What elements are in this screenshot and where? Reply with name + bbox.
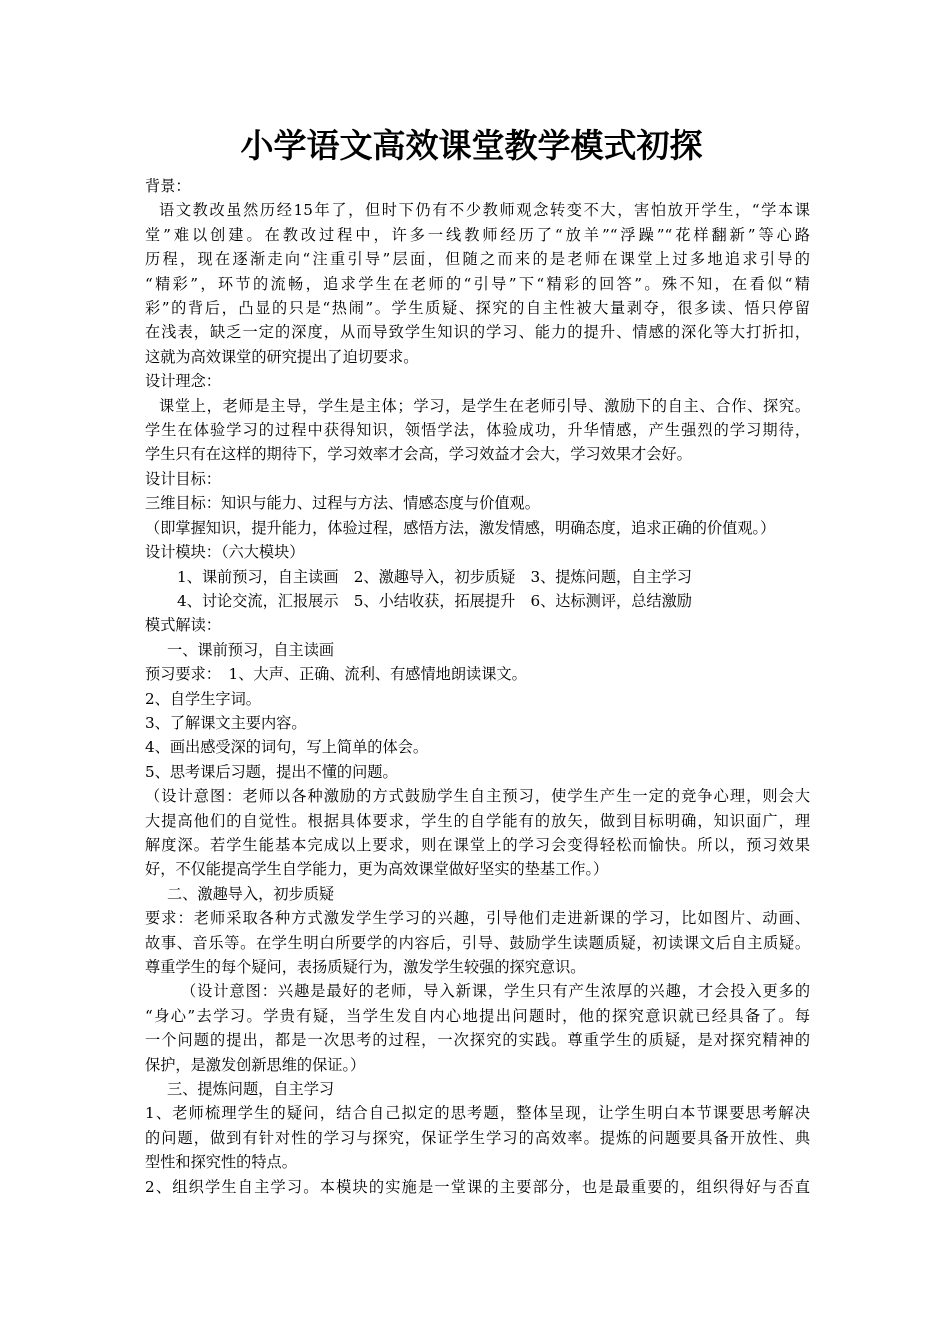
text-line: 模式解读： [145,616,221,635]
text-line: 要求：老师采取各种方式激发学生学习的兴趣，引导他们走进新课的学习，比如图片、动画、 [145,909,810,928]
document-body [145,174,810,1199]
text-line: 故事、音乐等。在学生明白所要学的内容后，引导、鼓励学生读题质疑，初读课文后自主质疑。 [145,933,810,952]
text-line: 课堂上，老师是主导，学生是主体；学习，是学生在老师引导、激励下的自主、合作、探究。 [159,396,810,415]
text-line: 二、激趣导入，初步质疑 [167,884,335,903]
text-line: 1、课前预习，自主读画 2、激趣导入，初步质疑 3、提炼问题，自主学习 [177,567,692,586]
text-line: 3、了解课文主要内容。 [145,713,307,732]
text-line: 三、提炼问题，自主学习 [167,1080,335,1099]
text-line: 尊重学生的每个疑问，表扬质疑行为，激发学生较强的探究意识。 [145,958,586,976]
text-line: 的问题，做到有针对性的学习与探究，保证学生学习的高效率。提炼的问题要具备开放性、典 [145,1128,810,1147]
document-title: 小学语文高效课堂教学模式初探 [240,126,703,165]
text-line: 这就为高效课堂的研究提出了迫切要求。 [145,347,419,366]
text-line: 语文教改虽然历经15年了，但时下仍有不少教师观念转变不大，害怕放开学生，“学本课 [159,201,810,220]
text-line: 一个问题的提出，都是一次思考的过程，一次探究的实践。尊重学生的质疑，是对探究精神的 [145,1031,810,1050]
text-line: 型性和探究性的特点。 [145,1153,297,1172]
text-line: （设计意图：兴趣是最好的老师，导入新课，学生只有产生浓厚的兴趣，才会投入更多的 [181,982,810,1001]
text-line: “身心”去学习。学贵有疑，当学生发自内心地提出问题时，他的探究意识就已经具备了。每 [145,1006,810,1025]
text-line: 4、画出感受深的词句，写上简单的体会。 [145,738,429,757]
text-line: 堂”难以创建。在教改过程中，许多一线教师经历了“放羊”“浮躁”“花样翻新”等心路 [145,225,810,244]
text-line: 大提高他们的自觉性。根据具体要求，学生的自学能有的放矢，做到目标明确，知识面广，理 [145,811,810,830]
text-line: 2、自学生字词。 [145,689,261,708]
text-line: 在浅表，缺乏一定的深度，从而导致学生知识的学习、能力的提升、情感的深化等大打折扣， [145,323,810,342]
text-line: 设计模块：（六大模块） [145,543,305,562]
text-line: 保护，是激发创新思维的保证。） [145,1055,366,1074]
text-line: 背景： [145,177,191,195]
text-line: 好，不仅能提高学生自学能力，更为高效课堂做好坚实的垫基工作。） [145,860,609,879]
text-line: 设计目标： [145,469,221,488]
document-page [145,120,810,1199]
text-line: 预习要求： 1、大声、正确、流利、有感情地朗读课文。 [145,665,527,684]
text-line: 设计理念： [145,372,221,391]
text-line: 解度深。若学生能基本完成以上要求，则在课堂上的学习会变得轻松而愉快。所以，预习效果 [145,835,810,854]
text-line: 历程，现在逐渐走向“注重引导”层面，但随之而来的是老师在课堂上过多地追求引导的 [145,250,810,269]
text-line: “精彩”，环节的流畅，追求学生在老师的“引导”下“精彩的回答”。殊不知，在看似“精 [145,274,810,293]
text-line: 1、老师梳理学生的疑问，结合自己拟定的思考题，整体呈现，让学生明白本节课要思考解决 [145,1104,810,1123]
text-line: （设计意图：老师以各种激励的方式鼓励学生自主预习，使学生产生一定的竞争心理，则会大 [145,787,810,806]
text-line: 2、组织学生自主学习。本模块的实施是一堂课的主要部分，也是最重要的，组织得好与否直 [145,1177,810,1196]
text-line: 一、课前预习，自主读画 [167,640,335,659]
text-line: 4、讨论交流，汇报展示 5、小结收获，拓展提升 6、达标测评，总结激励 [177,591,692,610]
text-line: 学生只有在这样的期待下，学习效率才会高，学习效益才会大，学习效果才会好。 [145,445,692,464]
text-line: 三维目标：知识与能力、过程与方法、情感态度与价值观。 [145,494,540,513]
text-line: 彩”的背后，凸显的只是“热闹”。学生质疑、探究的自主性被大量剥夺，很多读、悟只停留 [145,299,810,318]
text-line: 5、思考课后习题，提出不懂的问题。 [145,762,398,781]
text-line: （即掌握知识，提升能力，体验过程，感悟方法，激发情感，明确态度，追求正确的价值观。） [145,518,776,537]
text-line: 学生在体验学习的过程中获得知识，领悟学法，体验成功，升华情感，产生强烈的学习期待， [145,421,810,440]
